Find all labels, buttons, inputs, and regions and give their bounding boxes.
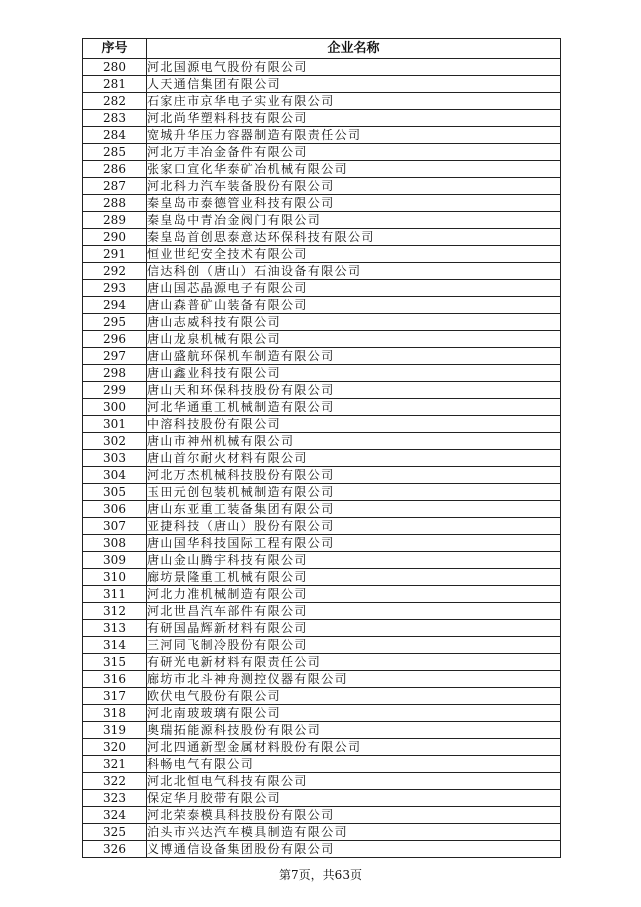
table-row	[83, 620, 561, 637]
row-number: 320	[83, 739, 147, 756]
table-row	[83, 501, 561, 518]
table-row	[83, 688, 561, 705]
company-name: 唐山天和环保科技股份有限公司	[147, 382, 561, 399]
company-name: 保定华月胶带有限公司	[147, 790, 561, 807]
header-number: 序号	[83, 39, 147, 59]
row-number: 321	[83, 756, 147, 773]
company-name: 河北万杰机械科技股份有限公司	[147, 467, 561, 484]
company-name: 三河同飞制冷股份有限公司	[147, 637, 561, 654]
row-number: 301	[83, 416, 147, 433]
table-row	[83, 93, 561, 110]
table-row	[83, 824, 561, 841]
company-name: 唐山志威科技有限公司	[147, 314, 561, 331]
row-number: 294	[83, 297, 147, 314]
company-name: 河北科力汽车装备股份有限公司	[147, 178, 561, 195]
company-name: 秦皇岛市泰德管业科技有限公司	[147, 195, 561, 212]
table-row	[83, 76, 561, 93]
table-row	[83, 790, 561, 807]
company-name: 唐山市神州机械有限公司	[147, 433, 561, 450]
table-row	[83, 263, 561, 280]
company-name: 唐山龙泉机械有限公司	[147, 331, 561, 348]
table-row	[83, 433, 561, 450]
row-number: 289	[83, 212, 147, 229]
table-row	[83, 705, 561, 722]
table-row	[83, 127, 561, 144]
table-row	[83, 637, 561, 654]
table-row	[83, 195, 561, 212]
row-number: 312	[83, 603, 147, 620]
company-name: 河北荣泰模具科技股份有限公司	[147, 807, 561, 824]
company-name: 河北北恒电气科技有限公司	[147, 773, 561, 790]
company-name: 玉田元创包装机械制造有限公司	[147, 484, 561, 501]
company-name: 科畅电气有限公司	[147, 756, 561, 773]
row-number: 295	[83, 314, 147, 331]
row-number: 296	[83, 331, 147, 348]
row-number: 316	[83, 671, 147, 688]
row-number: 287	[83, 178, 147, 195]
row-number: 315	[83, 654, 147, 671]
company-name: 欧伏电气股份有限公司	[147, 688, 561, 705]
table-row	[83, 212, 561, 229]
row-number: 282	[83, 93, 147, 110]
company-name: 中溶科技股份有限公司	[147, 416, 561, 433]
row-number: 286	[83, 161, 147, 178]
company-name: 唐山国华科技国际工程有限公司	[147, 535, 561, 552]
table-row	[83, 331, 561, 348]
row-number: 290	[83, 229, 147, 246]
table-row	[83, 484, 561, 501]
company-name: 奥瑞拓能源科技股份有限公司	[147, 722, 561, 739]
table-row	[83, 161, 561, 178]
table-row	[83, 518, 561, 535]
company-name: 河北国源电气股份有限公司	[147, 59, 561, 76]
row-number: 303	[83, 450, 147, 467]
company-name: 秦皇岛中青冶金阀门有限公司	[147, 212, 561, 229]
table-row	[83, 229, 561, 246]
company-name: 河北世昌汽车部件有限公司	[147, 603, 561, 620]
table-row	[83, 552, 561, 569]
row-number: 285	[83, 144, 147, 161]
table-row	[83, 314, 561, 331]
row-number: 288	[83, 195, 147, 212]
table-row	[83, 59, 561, 76]
row-number: 292	[83, 263, 147, 280]
row-number: 317	[83, 688, 147, 705]
company-table	[82, 38, 561, 858]
table-row	[83, 178, 561, 195]
company-name: 唐山鑫业科技有限公司	[147, 365, 561, 382]
row-number: 299	[83, 382, 147, 399]
table-row	[83, 739, 561, 756]
table-row	[83, 841, 561, 858]
table-row	[83, 246, 561, 263]
row-number: 302	[83, 433, 147, 450]
row-number: 325	[83, 824, 147, 841]
row-number: 310	[83, 569, 147, 586]
company-name: 唐山森普矿山装备有限公司	[147, 297, 561, 314]
row-number: 308	[83, 535, 147, 552]
company-name: 宽城升华压力容器制造有限责任公司	[147, 127, 561, 144]
company-name: 河北力准机械制造有限公司	[147, 586, 561, 603]
company-name: 河北万丰冶金备件有限公司	[147, 144, 561, 161]
row-number: 280	[83, 59, 147, 76]
row-number: 306	[83, 501, 147, 518]
table-row	[83, 467, 561, 484]
company-name: 恒业世纪安全技术有限公司	[147, 246, 561, 263]
company-name: 义博通信设备集团股份有限公司	[147, 841, 561, 858]
table-row	[83, 416, 561, 433]
table-row	[83, 280, 561, 297]
table-row	[83, 603, 561, 620]
table-row	[83, 569, 561, 586]
company-name: 廊坊市北斗神舟测控仪器有限公司	[147, 671, 561, 688]
table-row	[83, 654, 561, 671]
table-row	[83, 365, 561, 382]
row-number: 283	[83, 110, 147, 127]
company-name: 唐山东亚重工装备集团有限公司	[147, 501, 561, 518]
company-name: 河北华通重工机械制造有限公司	[147, 399, 561, 416]
row-number: 313	[83, 620, 147, 637]
row-number: 314	[83, 637, 147, 654]
row-number: 318	[83, 705, 147, 722]
header-company-name: 企业名称	[147, 39, 561, 59]
company-name: 河北四通新型金属材料股份有限公司	[147, 739, 561, 756]
row-number: 311	[83, 586, 147, 603]
row-number: 300	[83, 399, 147, 416]
row-number: 293	[83, 280, 147, 297]
company-name: 张家口宣化华泰矿冶机械有限公司	[147, 161, 561, 178]
table-row	[83, 382, 561, 399]
table-row	[83, 348, 561, 365]
table-row	[83, 535, 561, 552]
company-name: 泊头市兴达汽车模具制造有限公司	[147, 824, 561, 841]
company-name: 秦皇岛首创思泰意达环保科技有限公司	[147, 229, 561, 246]
company-name: 廊坊景隆重工机械有限公司	[147, 569, 561, 586]
company-name: 河北南玻玻璃有限公司	[147, 705, 561, 722]
row-number: 324	[83, 807, 147, 824]
table-row	[83, 773, 561, 790]
company-name: 亚捷科技（唐山）股份有限公司	[147, 518, 561, 535]
table-row	[83, 450, 561, 467]
table-row	[83, 722, 561, 739]
row-number: 298	[83, 365, 147, 382]
table-row	[83, 110, 561, 127]
table-row	[83, 671, 561, 688]
table-body	[83, 59, 561, 858]
row-number: 291	[83, 246, 147, 263]
company-name: 人天通信集团有限公司	[147, 76, 561, 93]
row-number: 323	[83, 790, 147, 807]
company-name: 唐山首尔耐火材料有限公司	[147, 450, 561, 467]
table-row	[83, 807, 561, 824]
row-number: 322	[83, 773, 147, 790]
row-number: 326	[83, 841, 147, 858]
company-name: 唐山盛航环保机车制造有限公司	[147, 348, 561, 365]
page-footer: 第7页，共63页	[279, 868, 362, 882]
company-name: 信达科创（唐山）石油设备有限公司	[147, 263, 561, 280]
row-number: 304	[83, 467, 147, 484]
row-number: 297	[83, 348, 147, 365]
row-number: 309	[83, 552, 147, 569]
table-row	[83, 297, 561, 314]
row-number: 307	[83, 518, 147, 535]
table-header-row	[83, 39, 561, 59]
company-name: 有研国晶辉新材料有限公司	[147, 620, 561, 637]
company-name: 河北尚华塑料科技有限公司	[147, 110, 561, 127]
table-row	[83, 399, 561, 416]
company-name: 唐山国芯晶源电子有限公司	[147, 280, 561, 297]
row-number: 284	[83, 127, 147, 144]
row-number: 305	[83, 484, 147, 501]
row-number: 319	[83, 722, 147, 739]
company-name: 石家庄市京华电子实业有限公司	[147, 93, 561, 110]
company-name: 有研光电新材料有限责任公司	[147, 654, 561, 671]
table-row	[83, 144, 561, 161]
row-number: 281	[83, 76, 147, 93]
table-row	[83, 756, 561, 773]
company-name: 唐山金山腾宇科技有限公司	[147, 552, 561, 569]
table-row	[83, 586, 561, 603]
